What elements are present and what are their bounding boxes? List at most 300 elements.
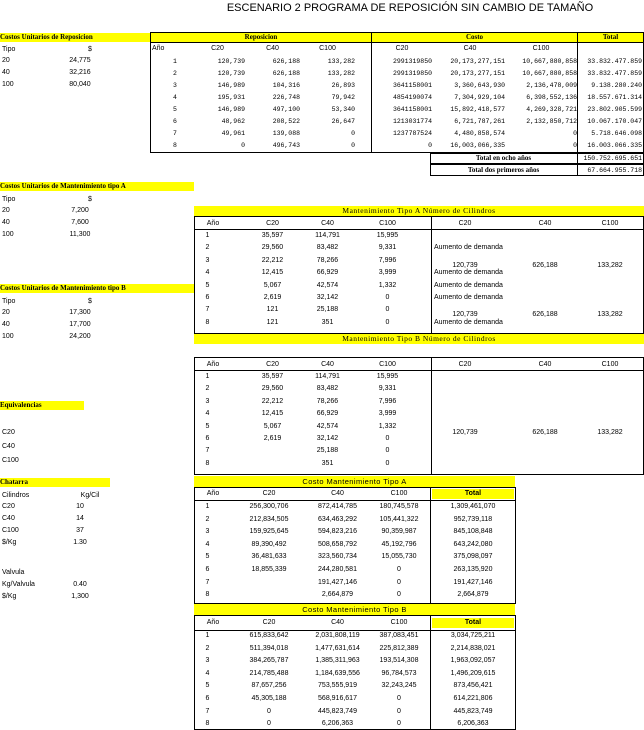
table-cell: 5	[205, 281, 210, 289]
column-header: C100	[390, 619, 408, 626]
list-header: Tipo	[2, 46, 16, 53]
table-cell: 753,555,919	[318, 682, 357, 690]
table-cell: 7,996	[378, 256, 397, 264]
table-cell: 2,132,850,712	[526, 118, 577, 125]
row-total: 33.832.477.859	[587, 70, 642, 77]
table-cell: 384,265,787	[249, 657, 289, 665]
table-cell: 0	[385, 447, 390, 455]
table-cell: 0	[267, 720, 271, 728]
list-item-label: $/Kg	[2, 539, 17, 546]
table-cell: 8	[173, 142, 177, 149]
table-cell: 78,266	[316, 397, 339, 405]
table-cell: 8	[205, 720, 210, 728]
table-cell: 244,280,581	[318, 566, 357, 573]
column-header: Total	[432, 489, 514, 499]
maintenance-a-title: Mantenimiento Tipo A Número de Cilindros	[194, 206, 644, 216]
demand-value: 120,739	[452, 261, 478, 269]
list-item-value: 0.40	[73, 581, 87, 588]
table-cell: 0	[397, 578, 401, 586]
table-cell: 83,482	[316, 244, 339, 252]
table-cell: 96,784,573	[381, 669, 417, 677]
page-title: ESCENARIO 2 PROGRAMA DE REPOSICIÓN SIN CAMBIO DE TAMAÑO	[226, 2, 594, 14]
table-cell: 263,135,920	[453, 566, 493, 573]
column-header: C100	[601, 220, 619, 227]
table-cell: 7	[173, 130, 177, 137]
demand-value: 133,282	[597, 311, 623, 319]
demand-value: 626,188	[532, 311, 558, 319]
column-header: C100	[601, 361, 619, 368]
demand-value: 120,739	[452, 311, 478, 319]
column-header: C100	[319, 45, 336, 52]
table-cell: 5	[205, 682, 210, 690]
row-total: 23.802.905.599	[587, 106, 642, 113]
list-item-value: 7,600	[71, 219, 89, 226]
list-item-label: $/Kg	[2, 593, 17, 600]
row-total: 10.067.170.047	[587, 118, 642, 125]
maint-b-unit-cost-title: Costos Unitarios de Mantenimiento tipo B	[0, 284, 194, 293]
table-cell: 32,142	[316, 294, 339, 301]
row-total: 5.718.646.098	[591, 130, 642, 137]
table-cell: 133,282	[327, 70, 355, 77]
list-item-value: 7,200	[71, 207, 89, 214]
column-header: Año	[206, 361, 220, 368]
column-header: C100	[390, 490, 408, 497]
table-cell: 375,098,097	[453, 553, 493, 561]
table-cell: 1,184,639,556	[315, 669, 360, 677]
table-cell: 1,496,209,615	[450, 669, 496, 677]
table-cell: 36,481,633	[251, 553, 287, 561]
column-header: Año	[152, 45, 165, 52]
table-cell: 18,855,339	[251, 566, 287, 573]
list-item-value: 37	[76, 527, 84, 534]
table-cell: 568,916,617	[318, 695, 357, 702]
table-cell: 10,667,880,858	[522, 70, 577, 77]
table-cell: 508,658,792	[318, 540, 357, 548]
table-cell: 2,664,879	[457, 591, 489, 599]
list-item-label: 20	[2, 207, 10, 214]
table-cell: 5,067	[263, 281, 282, 289]
total-eight-years-value: 150.752.695.651	[583, 155, 642, 162]
table-cell: 1	[205, 373, 210, 380]
table-cell: 496,743	[272, 142, 300, 149]
row-total: 16.003.066.335	[587, 142, 642, 149]
table-cell: 3	[205, 528, 210, 536]
row-total: 9.138.280.240	[591, 82, 642, 89]
table-cell: 634,463,292	[318, 515, 357, 523]
table-cell: 114,791	[315, 373, 340, 380]
table-cell: 8	[205, 318, 210, 326]
table-cell: 2	[173, 70, 177, 77]
list-item-value: 10	[76, 503, 84, 510]
table-cell: 0	[351, 130, 355, 137]
table-cell: 1,332	[378, 422, 397, 430]
table-cell: 2,619	[263, 294, 282, 301]
table-cell: 10,667,880,858	[522, 58, 577, 65]
list-item-label: C40	[2, 443, 15, 450]
column-header: C20	[211, 45, 224, 52]
table-cell: 1,963,092,057	[450, 657, 496, 665]
column-header: C20	[266, 220, 279, 227]
table-cell: 133,282	[327, 58, 355, 65]
table-cell: 6,206,363	[321, 720, 354, 728]
table-cell: 3641158001	[392, 106, 432, 113]
table-cell: 3,034,725,211	[450, 632, 496, 639]
table-cell: 35,597	[261, 232, 284, 239]
table-cell: 0	[385, 318, 390, 326]
table-cell: 15,995	[376, 232, 399, 239]
list-header: $	[88, 46, 92, 53]
table-cell: 0	[267, 707, 271, 715]
table-cell: 6,398,552,136	[526, 94, 577, 101]
table-cell: 7	[205, 447, 210, 455]
table-cell: 5	[173, 106, 177, 113]
table-cell: 90,359,987	[381, 528, 417, 536]
table-cell: 42,574	[316, 281, 339, 289]
table-cell: 15,055,730	[381, 553, 417, 561]
table-cell: 35,597	[261, 373, 284, 380]
column-header: C100	[379, 220, 396, 227]
table-cell: 3,360,643,930	[454, 82, 505, 89]
list-item-label: 40	[2, 219, 10, 226]
table-cell: 83,482	[316, 385, 339, 393]
cost-header: Costo	[372, 33, 577, 42]
column-header: Año	[206, 220, 220, 227]
list-item-value: 24,775	[69, 57, 91, 64]
table-cell: 114,791	[315, 232, 340, 239]
column-header: C40	[321, 361, 334, 368]
demand-value: 626,188	[532, 429, 558, 436]
table-cell: 2,136,478,009	[526, 82, 577, 89]
table-cell: 0	[397, 695, 401, 702]
table-cell: 208,522	[272, 118, 300, 125]
table-cell: 0	[397, 591, 401, 599]
table-cell: 180,745,578	[379, 503, 419, 510]
table-cell: 12,415	[261, 410, 284, 418]
table-cell: 79,942	[331, 94, 355, 101]
table-cell: 4	[173, 94, 177, 101]
list-item-label: C100	[2, 527, 19, 534]
table-cell: 120,739	[217, 58, 245, 65]
list-header: $	[88, 298, 92, 305]
list-item-value: 17,700	[69, 321, 91, 328]
list-header: Tipo	[2, 196, 16, 203]
table-cell: 4	[205, 269, 210, 277]
table-cell: 2,214,838,021	[450, 644, 496, 652]
table-cell: 3,999	[378, 269, 397, 277]
table-cell: 195,931	[217, 94, 245, 101]
table-cell: 0	[241, 142, 245, 149]
list-item-label: 100	[2, 231, 14, 238]
table-cell: 6,721,787,261	[454, 118, 505, 125]
column-header: Total	[432, 618, 514, 628]
column-header: C40	[331, 490, 344, 497]
table-cell: 7,996	[378, 397, 397, 405]
table-cell: 4,480,858,574	[454, 130, 505, 137]
table-cell: 22,212	[261, 397, 284, 405]
table-cell: 6	[173, 118, 177, 125]
note-label: Aumento de demanda	[434, 318, 503, 326]
table-cell: 29,560	[261, 385, 284, 393]
list-item-label: 20	[2, 57, 10, 64]
table-cell: 0	[385, 306, 390, 314]
column-header: C40	[538, 220, 552, 227]
list-item-label: Valvula	[2, 569, 25, 576]
column-header: C40	[321, 220, 334, 227]
column-header: Año	[206, 490, 220, 497]
total-two-years-value: 67.664.955.718	[587, 167, 642, 174]
note-label: Aumento de demanda	[434, 269, 503, 277]
table-cell: 2991319850	[392, 58, 432, 65]
table-cell: 193,514,308	[379, 657, 419, 665]
column-header: C40	[463, 45, 477, 52]
table-cell: 3641158001	[392, 82, 432, 89]
demand-value: 133,282	[597, 429, 623, 436]
table-cell: 1,385,311,963	[315, 657, 360, 665]
table-cell: 8	[205, 591, 210, 599]
table-cell: 29,560	[261, 244, 284, 252]
table-cell: 4	[205, 669, 210, 677]
list-header: $	[88, 196, 92, 203]
column-header: C40	[538, 361, 552, 368]
table-cell: 105,441,322	[379, 515, 419, 523]
column-header: C40	[331, 619, 344, 626]
table-cell: 1	[205, 503, 210, 510]
table-cell: 6	[205, 566, 210, 573]
list-item-label: 100	[2, 333, 14, 340]
table-cell: 1	[205, 632, 210, 639]
table-cell: 872,414,785	[318, 503, 357, 510]
table-cell: 9,331	[378, 385, 397, 393]
table-cell: 5	[205, 553, 210, 561]
table-cell: 4	[205, 540, 210, 548]
table-cell: 0	[428, 142, 432, 149]
list-item-value: 11,300	[69, 231, 91, 238]
table-cell: 3	[205, 256, 210, 264]
list-item-label: 40	[2, 69, 10, 76]
table-cell: 16,003,066,335	[450, 142, 505, 149]
table-cell: 45,305,188	[251, 695, 287, 702]
table-cell: 0	[397, 720, 401, 728]
replacement-header: Reposicion	[151, 33, 371, 42]
demand-value: 120,739	[452, 429, 478, 436]
table-cell: 225,812,389	[379, 644, 419, 652]
table-cell: 0	[385, 435, 390, 442]
cost-a-title: Costo Mantenimiento Tipo A	[194, 476, 515, 487]
table-cell: 32,142	[316, 435, 339, 442]
table-cell: 87,657,256	[251, 682, 287, 690]
table-cell: 7	[205, 578, 210, 586]
table-cell: 15,995	[376, 373, 399, 380]
list-item-value: 1,300	[71, 593, 89, 600]
table-cell: 1237787524	[392, 130, 432, 137]
table-cell: 45,192,796	[381, 540, 417, 548]
table-cell: 497,100	[272, 106, 300, 113]
column-header: C20	[458, 361, 472, 368]
table-cell: 351	[321, 318, 334, 326]
table-cell: 6	[205, 435, 210, 442]
table-cell: 3,999	[378, 410, 397, 418]
table-cell: 614,221,806	[453, 695, 493, 702]
table-cell: 2	[205, 515, 210, 523]
row-total: 33.832.477.859	[587, 58, 642, 65]
table-cell: 4	[205, 410, 210, 418]
list-item-value: 14	[76, 515, 84, 522]
table-cell: 8	[205, 459, 210, 467]
column-header: Año	[206, 619, 220, 626]
rep-unit-cost-title: Costos Unitarios de Reposicion	[0, 33, 150, 42]
table-cell: 48,962	[221, 118, 245, 125]
table-cell: 2	[205, 385, 210, 393]
table-cell: 191,427,146	[453, 578, 493, 586]
note-label: Aumento de demanda	[434, 244, 503, 252]
list-item-value: 17,300	[69, 309, 91, 316]
table-cell: 191,427,146	[318, 578, 357, 586]
table-cell: 25,188	[316, 447, 339, 455]
table-cell: 226,748	[272, 94, 300, 101]
table-cell: 2991319850	[392, 70, 432, 77]
table-cell: 0	[385, 459, 390, 467]
total-eight-years-label: Total en ocho años	[475, 154, 532, 162]
table-cell: 2,619	[263, 435, 282, 442]
table-cell: 159,925,645	[249, 528, 289, 536]
column-header: C20	[262, 619, 276, 626]
list-header: Tipo	[2, 298, 16, 305]
table-cell: 49,961	[221, 130, 245, 137]
column-header: C100	[379, 361, 396, 368]
table-cell: 2	[205, 644, 210, 652]
table-cell: 952,739,118	[453, 515, 493, 523]
demand-value: 133,282	[597, 261, 623, 269]
table-cell: 351	[321, 459, 334, 467]
list-item-label: C20	[2, 429, 15, 436]
table-cell: 6,206,363	[457, 720, 489, 728]
table-cell: 12,415	[261, 269, 284, 277]
table-cell: 445,823,749	[318, 707, 357, 715]
table-cell: 626,188	[272, 58, 300, 65]
table-cell: 20,173,277,151	[450, 58, 505, 65]
total-two-years-label: Total dos primeros años	[467, 166, 540, 174]
column-header: C40	[266, 45, 279, 52]
table-cell: 15,892,418,577	[450, 106, 505, 113]
note-label: Aumento de demanda	[434, 294, 503, 301]
list-item-label: Kg/Valvula	[2, 581, 35, 588]
note-label: Aumento de demanda	[434, 281, 503, 289]
row-total: 18.557.671.314	[587, 94, 642, 101]
column-header: C100	[532, 45, 550, 52]
table-cell: 1213031774	[392, 118, 432, 125]
list-item-value: 1.30	[73, 539, 87, 546]
table-cell: 643,242,080	[453, 540, 493, 548]
table-cell: 3	[205, 657, 210, 665]
table-cell: 146,989	[217, 106, 245, 113]
list-header: Kg/Cil	[80, 492, 100, 499]
table-cell: 89,390,492	[251, 540, 287, 548]
table-cell: 387,083,451	[379, 632, 419, 639]
equivalences-title: Equivalencias	[0, 401, 84, 410]
list-item-label: 100	[2, 81, 14, 88]
table-cell: 873,456,421	[453, 682, 493, 690]
table-cell: 2	[205, 244, 210, 252]
table-cell: 0	[573, 130, 577, 137]
table-cell: 214,785,488	[249, 669, 289, 677]
maintenance-b-title: Mantenimiento Tipo B Número de Cilindros	[194, 334, 644, 344]
table-cell: 121	[266, 318, 279, 326]
maint-a-unit-cost-title: Costos Unitarios de Mantenimiento tipo A	[0, 182, 194, 191]
table-cell: 3	[205, 397, 210, 405]
table-cell: 146,989	[217, 82, 245, 89]
table-cell: 9,331	[378, 244, 397, 252]
scrap-title: Chatarra	[0, 478, 110, 487]
table-cell: 25,188	[316, 306, 339, 314]
table-cell: 42,574	[316, 422, 339, 430]
table-cell: 1,477,631,614	[315, 644, 360, 652]
table-cell: 20,173,277,151	[450, 70, 505, 77]
table-cell: 2,031,808,119	[315, 632, 360, 639]
table-cell: 26,647	[331, 118, 355, 125]
list-item-value: 32,216	[69, 69, 91, 76]
table-cell: 7,304,929,104	[454, 94, 505, 101]
cost-b-title: Costo Mantenimiento Tipo B	[194, 604, 515, 615]
table-cell: 104,316	[272, 82, 300, 89]
table-cell: 32,243,245	[381, 682, 417, 690]
table-cell: 323,560,734	[318, 553, 357, 561]
column-header: C20	[266, 361, 279, 368]
table-cell: 66,929	[316, 410, 339, 418]
table-cell: 615,833,642	[249, 632, 289, 639]
table-cell: 26,893	[331, 82, 355, 89]
table-cell: 2,664,879	[321, 591, 354, 599]
table-cell: 845,108,848	[453, 528, 493, 536]
table-cell: 626,188	[272, 70, 300, 77]
demand-value: 626,188	[532, 261, 558, 269]
table-cell: 0	[351, 142, 355, 149]
table-cell: 4854190074	[392, 94, 432, 101]
column-header: C20	[262, 490, 276, 497]
table-cell: 6	[205, 294, 210, 301]
column-header: C20	[458, 220, 472, 227]
table-cell: 5,067	[263, 422, 282, 430]
table-cell: 0	[573, 142, 577, 149]
table-cell: 0	[385, 294, 390, 301]
table-cell: 511,394,018	[249, 644, 289, 652]
list-item-label: C40	[2, 515, 15, 522]
list-item-label: C20	[2, 503, 15, 510]
table-cell: 7	[205, 306, 210, 314]
table-cell: 4,269,328,721	[526, 106, 577, 113]
table-cell: 3	[173, 82, 177, 89]
table-cell: 6	[205, 695, 210, 702]
list-item-label: 40	[2, 321, 10, 328]
table-cell: 212,834,505	[249, 515, 289, 523]
list-item-label: 20	[2, 309, 10, 316]
list-item-label: C100	[2, 457, 19, 464]
list-item-value: 80,040	[69, 81, 91, 88]
table-cell: 5	[205, 422, 210, 430]
table-cell: 256,300,706	[249, 503, 289, 510]
table-cell: 78,266	[316, 256, 339, 264]
table-cell: 1	[173, 58, 177, 65]
table-cell: 445,823,749	[453, 707, 493, 715]
table-cell: 1,332	[378, 281, 397, 289]
table-cell: 594,823,216	[318, 528, 357, 536]
table-cell: 0	[397, 566, 401, 573]
table-cell: 53,340	[331, 106, 355, 113]
list-item-value: 24,200	[69, 333, 91, 340]
total-header: Total	[578, 33, 643, 42]
table-cell: 1	[205, 232, 210, 239]
table-cell: 0	[397, 707, 401, 715]
table-cell: 139,088	[272, 130, 300, 137]
